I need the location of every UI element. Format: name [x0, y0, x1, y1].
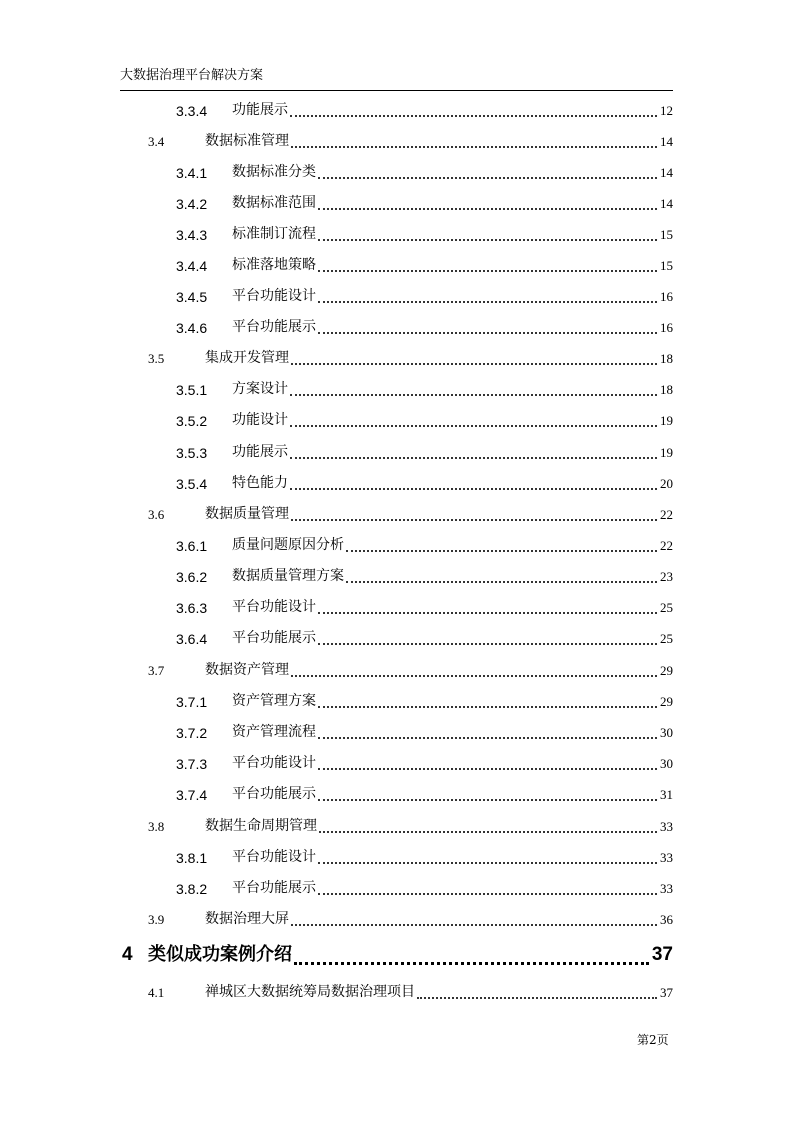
toc-entry[interactable]	[0, 597, 793, 617]
toc-entry-number: 3.5.2	[176, 413, 208, 429]
toc-entry[interactable]	[0, 941, 793, 967]
toc-entry[interactable]	[0, 691, 793, 711]
toc-entry-number: 3.7.1	[176, 694, 208, 710]
toc-entry-page: 31	[660, 787, 673, 802]
toc-entry-number: 3.4.3	[176, 227, 208, 243]
toc-entry-number: 3.4.4	[176, 258, 208, 274]
toc-dot-leader	[346, 581, 657, 583]
toc-entry-title: 平台功能展示	[232, 880, 316, 896]
document-title: 大数据治理平台解决方案	[120, 68, 264, 83]
toc-entry-number: 4.1	[148, 985, 165, 1000]
toc-entry-title: 标准落地策略	[232, 257, 316, 273]
toc-dot-leader	[319, 831, 657, 833]
toc-entry[interactable]	[0, 878, 793, 898]
toc-dot-leader	[291, 924, 657, 926]
toc-entry-title: 特色能力	[232, 475, 288, 491]
toc-entry-page: 23	[660, 569, 673, 584]
toc-entry-page: 36	[660, 912, 673, 927]
toc-dot-leader	[318, 706, 657, 708]
toc-entry-page: 14	[660, 165, 673, 180]
toc-entry[interactable]	[0, 255, 793, 275]
toc-dot-leader	[290, 394, 657, 396]
toc-entry-title: 数据标准分类	[232, 164, 316, 180]
toc-entry-number: 3.4.5	[176, 289, 208, 305]
toc-entry-title: 数据治理大屏	[205, 911, 289, 927]
toc-entry-title: 集成开发管理	[205, 350, 289, 366]
toc-entry-title: 禅城区大数据统筹局数据治理项目	[205, 984, 415, 1000]
toc-entry-page: 30	[660, 756, 673, 771]
toc-entry-page: 22	[660, 538, 673, 553]
toc-entry-page: 37	[651, 944, 673, 965]
toc-entry[interactable]	[0, 131, 793, 151]
toc-entry[interactable]	[0, 753, 793, 773]
toc-dot-leader	[318, 177, 657, 179]
toc-entry-title: 数据质量管理方案	[232, 568, 344, 584]
toc-entry-number: 3.6	[148, 507, 165, 522]
toc-entry-page: 19	[660, 413, 673, 428]
toc-entry-page: 33	[660, 850, 673, 865]
toc-entry-title: 平台功能设计	[232, 849, 316, 865]
toc-entry-number: 3.4.1	[176, 165, 208, 181]
toc-entry-number: 3.6.1	[176, 538, 208, 554]
toc-dot-leader	[290, 457, 657, 459]
toc-entry-number: 3.4	[148, 134, 165, 149]
toc-entry[interactable]	[0, 317, 793, 337]
toc-entry-number: 3.5.4	[176, 476, 208, 492]
toc-entry-number: 3.7.4	[176, 787, 208, 803]
toc-entry-page: 33	[660, 819, 673, 834]
toc-entry[interactable]	[0, 162, 793, 182]
toc-entry-page: 33	[660, 881, 673, 896]
toc-entry-page: 29	[660, 663, 673, 678]
toc-dot-leader	[318, 612, 657, 614]
toc-entry-page: 25	[660, 631, 673, 646]
toc-entry-title: 质量问题原因分析	[232, 537, 344, 553]
toc-entry-title: 功能展示	[232, 102, 288, 118]
toc-dot-leader	[294, 962, 649, 965]
toc-entry-number: 3.8.1	[176, 850, 208, 866]
toc-entry-number: 3.5.1	[176, 382, 208, 398]
toc-entry[interactable]	[0, 566, 793, 586]
toc-entry-title: 方案设计	[232, 381, 288, 397]
toc-entry-number: 3.8.2	[176, 881, 208, 897]
toc-entry-title: 平台功能展示	[232, 630, 316, 646]
toc-entry-number: 3.7	[148, 663, 165, 678]
toc-dot-leader	[290, 425, 657, 427]
toc-entry-number: 3.6.2	[176, 569, 208, 585]
toc-entry[interactable]	[0, 473, 793, 493]
toc-entry-title: 数据质量管理	[205, 506, 289, 522]
toc-entry-number: 3.9	[148, 912, 165, 927]
toc-entry-title: 类似成功案例介绍	[148, 944, 292, 965]
toc-dot-leader	[291, 146, 657, 148]
toc-entry-number: 3.3.4	[176, 103, 208, 119]
toc-dot-leader	[291, 675, 657, 677]
toc-dot-leader	[318, 893, 657, 895]
toc-entry[interactable]	[0, 535, 793, 555]
toc-entry-title: 数据标准管理	[205, 133, 289, 149]
toc-entry-page: 15	[660, 227, 673, 242]
toc-dot-leader	[346, 550, 657, 552]
toc-entry[interactable]	[0, 348, 793, 368]
toc-entry-number: 3.6.3	[176, 600, 208, 616]
toc-entry[interactable]	[0, 504, 793, 524]
toc-entry-page: 15	[660, 258, 673, 273]
toc-dot-leader	[318, 862, 657, 864]
toc-entry[interactable]	[0, 628, 793, 648]
toc-dot-leader	[318, 270, 657, 272]
toc-entry[interactable]	[0, 224, 793, 244]
toc-dot-leader	[290, 115, 657, 117]
toc-entry[interactable]	[0, 379, 793, 399]
toc-entry-page: 22	[660, 507, 673, 522]
toc-entry-title: 资产管理方案	[232, 693, 316, 709]
toc-entry-number: 3.4.6	[176, 320, 208, 336]
toc-entry-page: 12	[660, 103, 673, 118]
toc-entry-title: 数据标准范围	[232, 195, 316, 211]
toc-dot-leader	[318, 768, 657, 770]
toc-entry-number: 3.5.3	[176, 445, 208, 461]
toc-entry-page: 19	[660, 445, 673, 460]
toc-entry-number: 3.6.4	[176, 631, 208, 647]
toc-dot-leader	[291, 363, 657, 365]
toc-entry[interactable]	[0, 784, 793, 804]
toc-entry[interactable]	[0, 847, 793, 867]
toc-dot-leader	[318, 737, 657, 739]
toc-entry[interactable]	[0, 982, 793, 1002]
toc-entry-title: 平台功能设计	[232, 288, 316, 304]
toc-entry[interactable]	[0, 722, 793, 742]
toc-entry-page: 14	[660, 196, 673, 211]
toc-entry-number: 3.4.2	[176, 196, 208, 212]
toc-entry[interactable]	[0, 100, 793, 120]
toc-entry-title: 平台功能展示	[232, 319, 316, 335]
toc-entry-title: 数据生命周期管理	[205, 818, 317, 834]
toc-entry-page: 30	[660, 725, 673, 740]
toc-entry-page: 25	[660, 600, 673, 615]
toc-dot-leader	[318, 239, 657, 241]
toc-entry-page: 14	[660, 134, 673, 149]
toc-dot-leader	[290, 488, 657, 490]
toc-entry-number: 3.7.2	[176, 725, 208, 741]
toc-entry-page: 37	[660, 985, 673, 1000]
toc-entry-title: 平台功能设计	[232, 755, 316, 771]
toc-entry-page: 18	[660, 351, 673, 366]
toc-dot-leader	[318, 208, 657, 210]
toc-entry-page: 29	[660, 694, 673, 709]
toc-dot-leader	[417, 997, 657, 999]
toc-entry-page: 18	[660, 382, 673, 397]
toc-dot-leader	[318, 301, 657, 303]
toc-entry[interactable]	[0, 909, 793, 929]
toc-entry-page: 20	[660, 476, 673, 491]
page-number: 第2页	[637, 1033, 669, 1047]
toc-entry-page: 16	[660, 289, 673, 304]
toc-dot-leader	[318, 799, 657, 801]
toc-entry[interactable]	[0, 193, 793, 213]
toc-entry-page: 16	[660, 320, 673, 335]
toc-entry[interactable]	[0, 660, 793, 680]
toc-entry[interactable]	[0, 410, 793, 430]
toc-entry-number: 4	[122, 944, 133, 965]
toc-entry[interactable]	[0, 442, 793, 462]
toc-entry-title: 功能展示	[232, 444, 288, 460]
toc-entry-number: 3.5	[148, 351, 165, 366]
toc-entry-title: 数据资产管理	[205, 662, 289, 678]
toc-entry[interactable]	[0, 816, 793, 836]
toc-dot-leader	[291, 519, 657, 521]
toc-entry-number: 3.7.3	[176, 756, 208, 772]
toc-entry[interactable]	[0, 286, 793, 306]
toc-dot-leader	[318, 332, 657, 334]
toc-dot-leader	[318, 643, 657, 645]
toc-entry-title: 标准制订流程	[232, 226, 316, 242]
toc-entry-title: 功能设计	[232, 412, 288, 428]
toc-entry-title: 资产管理流程	[232, 724, 316, 740]
toc-entry-number: 3.8	[148, 819, 165, 834]
toc-entry-title: 平台功能设计	[232, 599, 316, 615]
toc-entry-title: 平台功能展示	[232, 786, 316, 802]
